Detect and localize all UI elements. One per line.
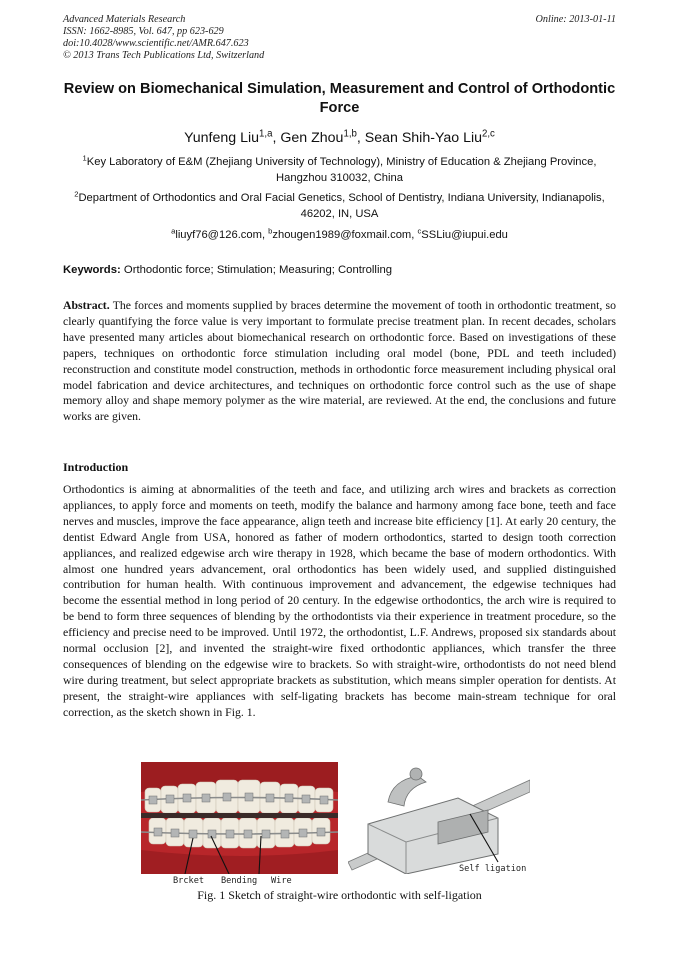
braces-illustration: [141, 762, 338, 874]
author-sup: 1,a: [259, 128, 273, 140]
abstract-label: Abstract.: [63, 299, 110, 312]
affiliation-text: Department of Orthodontics and Oral Facial Genetics, School of Dentistry, Indiana University, Indianapolis, 46202, IN, USA: [78, 192, 605, 220]
affiliation-sup: 1: [82, 153, 87, 163]
keywords-label: Keywords:: [63, 264, 121, 276]
email-sup: b: [268, 226, 273, 236]
online-date: Online: 2013-01-11: [535, 14, 616, 25]
affiliation: [63, 155, 616, 186]
label-wire: Wire: [271, 876, 292, 886]
figure-caption: Fig. 1 Sketch of straight-wire orthodontic with self-ligation: [197, 888, 482, 902]
affiliation-text: Key Laboratory of E&M (Zhejiang University of Technology), Ministry of Education & Zhejiang Province, Hangzhou 310032, China: [86, 156, 597, 184]
author-sup: 1,b: [343, 128, 357, 140]
journal-header: [63, 14, 616, 62]
email-sup: a: [171, 226, 176, 236]
email-sup: c: [417, 226, 422, 236]
label-self-ligation: Self ligation: [459, 864, 527, 874]
label-bending: Bending: [221, 876, 258, 886]
paper-title: Review on Biomechanical Simulation, Measurement and Control of Orthodontic Force: [63, 81, 616, 116]
email-list: $^a$liuyf76@126.com, $^b$zhougen1989@foxmail.com, $^c$SSLiu@iupui.edu: [171, 226, 508, 241]
affiliation: [63, 191, 616, 222]
affiliation-sup: 2: [74, 189, 79, 199]
doi-line: doi:10.4028/www.scientific.net/AMR.647.623: [63, 38, 249, 49]
email-link[interactable]: liuyf76@126.com: [175, 229, 262, 241]
journal-name: Advanced Materials Research: [63, 14, 186, 25]
abstract-text: The forces and moments supplied by braces determine the movement of tooth in orthodontic treatment, so clearly quantifying the force value is very important to formulate precise treatment plan. In recent decades, scholars have presented many articles about biomechanical research on orthodontic force. Based on investigations of these papers, techniques on orthodontic force stimulation including oral model (bone, PDL and teeth included) reconstruction and constitute model construction, methods in orthodontic force measurement including physical oral model fabrication and device architectures, and techniques on orthodontic force control such as the use of shape memory alloy and shape memory polymer as the wire material, are reviewed. At the end, the conclusions and future works are given.: [63, 299, 616, 424]
copyright-line: © 2013 Trans Tech Publications Ltd, Switzerland: [63, 50, 265, 61]
label-bracket: Brcket: [173, 876, 205, 886]
author-name: Gen Zhou: [280, 130, 344, 146]
author-sup: 2,c: [482, 128, 495, 140]
email-link[interactable]: SSLiu@iupui.edu: [421, 229, 508, 241]
introduction-text: Orthodontics is aiming at abnormalities of the teeth and face, and utilizing arch wires and brackets as correction appliances, to apply force and moments on teeth, modify the balance and harmony among face bone, teeth and face nerves and muscles, improve the face appearance, align teeth and increase bite efficiency [1]. At early 20 century, the dentist Edward Angle from USA, honored as father of modern orthodontics, started to design tooth correction appliances, and realized edgewise arch wire therapy in 1928, which became the base of modern orthodontics. With almost one hundred years advancement, oral orthodontics has been widely used, and supplied distinguished contribution for human health. With continuous improvement and advancement, the edgewise techniques had become the essential method in long period of 20 century. In the edgewise orthodontics, the arch wire is required to be bend to form three sequences of blending by the orthodontists via their experience in treatment procedure, so the efficiency and precise need to be improved. Until 1972, the orthodontist, L.F. Andrews, proposed six standards about normal occlusion [2], and invented the straight-wire fixed orthodontic appliances, which transfer the three consequences of blending on the edgewise wire to brackets. So with straight-wire, orthodontists do not need blend wire during treatment, but select appropriate brackets as substitution, which means simpler operation for dentists. At present, the straight-wire appliances with self-ligating brackets has become main-stream technique for oral correction, as the sketch shown in Fig. 1.: [63, 483, 616, 719]
author-name: Sean Shih-Yao Liu: [364, 130, 483, 146]
section-heading: Introduction: [63, 460, 129, 474]
email-link[interactable]: zhougen1989@foxmail.com: [272, 229, 412, 241]
braces-photo: [141, 762, 338, 874]
keywords-text: Orthodontic force; Stimulation; Measuring; Controlling: [123, 264, 393, 276]
author-name: Yunfeng Liu: [184, 130, 260, 146]
figure-labels: [141, 864, 541, 888]
bracket-illustration: [348, 762, 530, 874]
bracket-sketch: [348, 762, 530, 874]
abstract: [63, 298, 616, 425]
keywords: [63, 264, 616, 276]
issn-line: ISSN: 1662-8985, Vol. 647, pp 623-629: [63, 26, 224, 37]
author-list: Yunfeng Liu$^{1,a}$, Gen Zhou$^{1,b}$, Sean Shih-Yao Liu$^{2,c}$: [184, 128, 495, 146]
